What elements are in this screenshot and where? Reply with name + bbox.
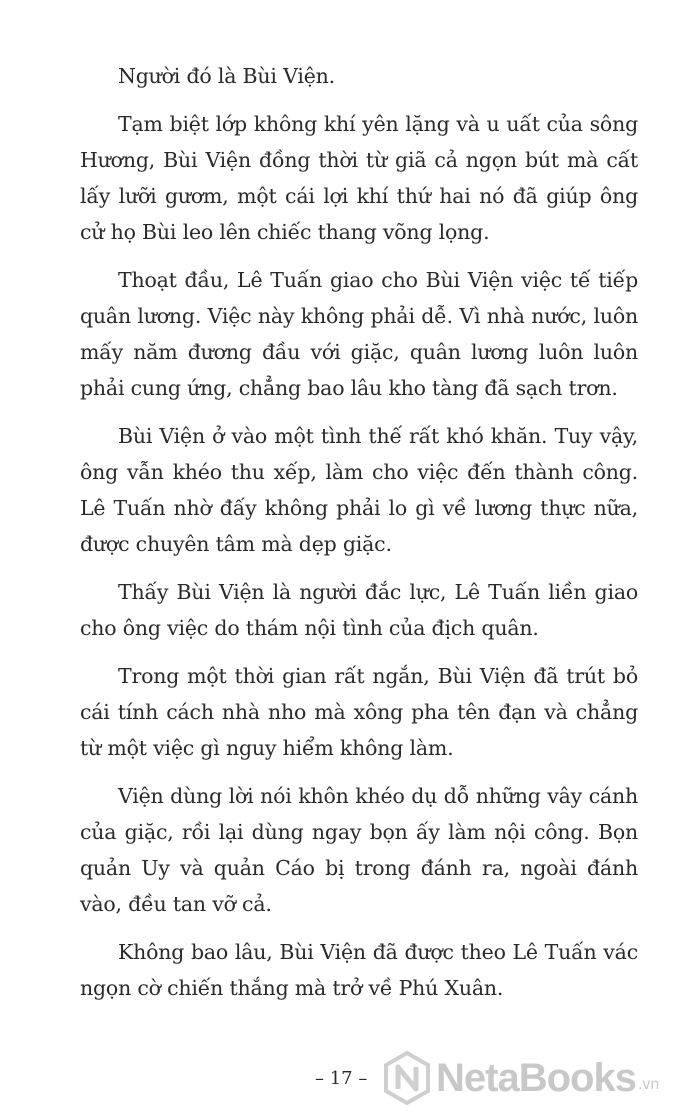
paragraph: Người đó là Bùi Viện.: [118, 64, 335, 88]
paragraph: Viện dùng lời nói khôn khéo dụ dỗ những vây cánh của giặc, rồi lại dùng ngay bọn ấy làm nội công. Bọn quản Uy và quản Cáo bị trong đánh ra, ngoài đánh vào, đều tan vỡ cả.: [80, 784, 638, 916]
watermark: [384, 1048, 659, 1108]
paragraph: Bùi Viện ở vào một tình thế rất khó khăn. Tuy vậy, ông vẫn khéo thu xếp, làm cho việc đến thành công. Lê Tuấn nhờ đấy không phải lo gì về lương thực nữa, được chuyên tâm mà dẹp giặc.: [80, 424, 638, 556]
paragraph: Không bao lâu, Bùi Viện đã được theo Lê Tuấn vác ngọn cờ chiến thắng mà trở về Phú Xuân.: [80, 940, 638, 1000]
paragraph: Trong một thời gian rất ngắn, Bùi Viện đã trút bỏ cái tính cách nhà nho mà xông pha tên đạn và chẳng từ một việc gì nguy hiểm không làm.: [80, 664, 638, 760]
watermark-suffix: .vn: [637, 1076, 660, 1093]
paragraph: Tạm biệt lớp không khí yên lặng và u uất của sông Hương, Bùi Viện đồng thời từ giã cả ngọn bút mà cất lấy lưỡi gươm, một cái lợi khí thứ hai nó đã giúp ông cử họ Bùi leo lên chiếc thang võng lọng.: [80, 112, 638, 244]
watermark-brand: NetaBooks: [436, 1055, 636, 1100]
paragraph: Thoạt đầu, Lê Tuấn giao cho Bùi Viện việc tế tiếp quân lương. Việc này không phải dễ. Vì nhà nước, luôn mấy năm đương đầu với giặc, quân lương luôn luôn phải cung ứng, chẳng bao lâu kho tàng đã sạch trơn.: [80, 268, 638, 400]
page-number: – 17 –: [315, 1068, 368, 1089]
netabooks-logo-icon: [384, 1051, 430, 1105]
paragraph: Thấy Bùi Viện là người đắc lực, Lê Tuấn liền giao cho ông việc do thám nội tình của địch quân.: [80, 580, 638, 640]
page-body: [80, 58, 638, 1018]
